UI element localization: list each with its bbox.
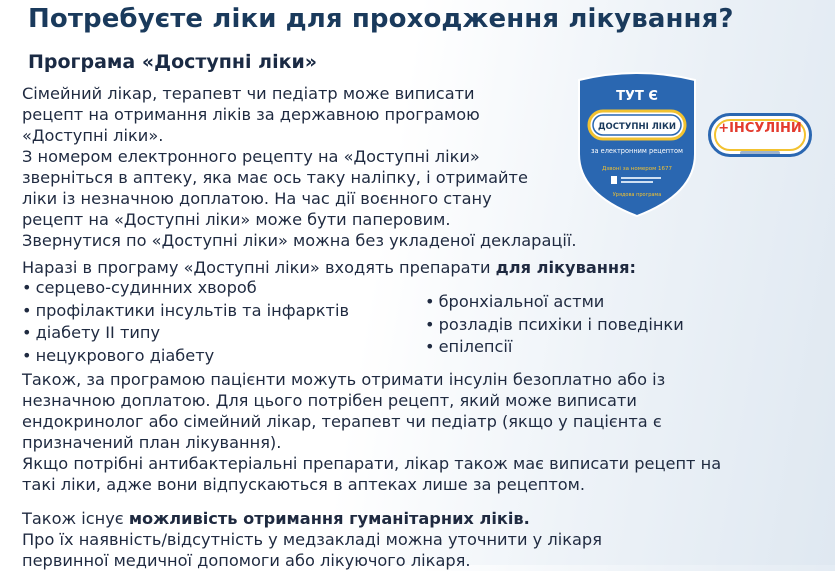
humanitarian-line: первинної медичної допомоги або лікуючого лікаря. (22, 551, 471, 570)
list-item: • розладів психіки і поведінки (425, 314, 684, 337)
insulin-line: такі ліки, адже вони відпускаються в аптеках лише за рецептом. (22, 475, 586, 494)
list-item: • профілактики інсультів та інфарктів (22, 300, 349, 323)
program-subtitle: Програма «Доступні ліки» (28, 51, 318, 73)
humanitarian-text (22, 508, 602, 571)
insulin-line: призначений план лікування). (22, 433, 282, 452)
list-item: • епілепсії (425, 336, 684, 359)
program-lead-text: Наразі в програму «Доступні ліки» входять препарати (22, 258, 496, 277)
page-title: Потребуєте ліки для проходження лікування? (28, 4, 734, 34)
badge-hotline-text: Дзвоні за номером 1677 (602, 166, 672, 172)
intro-line: З номером електронного рецепту на «Доступні ліки» (22, 147, 480, 166)
nszu-logo-icon (611, 176, 617, 184)
disease-list-right (425, 291, 684, 359)
pharmacy-sticker-shield-icon (573, 70, 701, 218)
intro-line: Звернутися по «Доступні ліки» можна без укладеної декларації. (22, 231, 577, 250)
insulin-text (22, 369, 721, 495)
list-item: • нецукрового діабету (22, 345, 349, 368)
program-lead (22, 257, 636, 278)
intro-text (22, 83, 577, 251)
insulin-line: ендокринолог або сімейний лікар, терапевт чи педіатр (якщо у пацієнта є (22, 412, 662, 431)
humanitarian-lead-bold: можливість отримання гуманітарних ліків. (128, 509, 530, 528)
insulin-badge-text: +ІНСУЛІНИ (718, 121, 802, 136)
program-lead-bold: для лікування: (495, 258, 636, 277)
insulin-line: Якщо потрібні антибактеріальні препарати, лікар також має виписати рецепт на (22, 454, 722, 473)
list-item: • серцево-судинних хвороб (22, 277, 349, 300)
insulin-line: Також, за програмою пацієнти можуть отримати інсулін безоплатно або із (22, 370, 666, 389)
badge-brand-text: ДОСТУПНІ ЛІКИ (597, 122, 677, 132)
disease-list-left (22, 277, 349, 367)
intro-line: ліки із незначною доплатою. На час дії воєнного стану (22, 189, 492, 208)
intro-line: рецепт на «Доступні ліки» може бути паперовим. (22, 210, 451, 229)
list-item: • діабету II типу (22, 322, 349, 345)
badge-top-text: ТУТ Є (616, 89, 658, 104)
intro-line: рецепт на отримання ліків за державною програмою (22, 105, 480, 124)
humanitarian-line: Про їх наявність/відсутність у медзакладі можна уточнити у лікаря (22, 530, 602, 549)
insulin-line: незначною доплатою. Для цього потрібен рецепт, який може виписати (22, 391, 637, 410)
humanitarian-lead: Також існує (22, 509, 129, 528)
badge-ribbon-text: за електронним рецептом (591, 147, 683, 155)
list-item: • бронхіальної астми (425, 291, 684, 314)
badge-footer-text: Урядова програма (612, 192, 662, 198)
intro-line: зверніться в аптеку, яка має ось таку наліпку, і отримайте (22, 168, 528, 187)
insulin-badge-logo-icon (711, 140, 809, 148)
insulin-badge (708, 113, 812, 157)
intro-line: Сімейний лікар, терапевт чи педіатр може виписати (22, 84, 475, 103)
intro-line: «Доступні ліки». (22, 126, 164, 145)
